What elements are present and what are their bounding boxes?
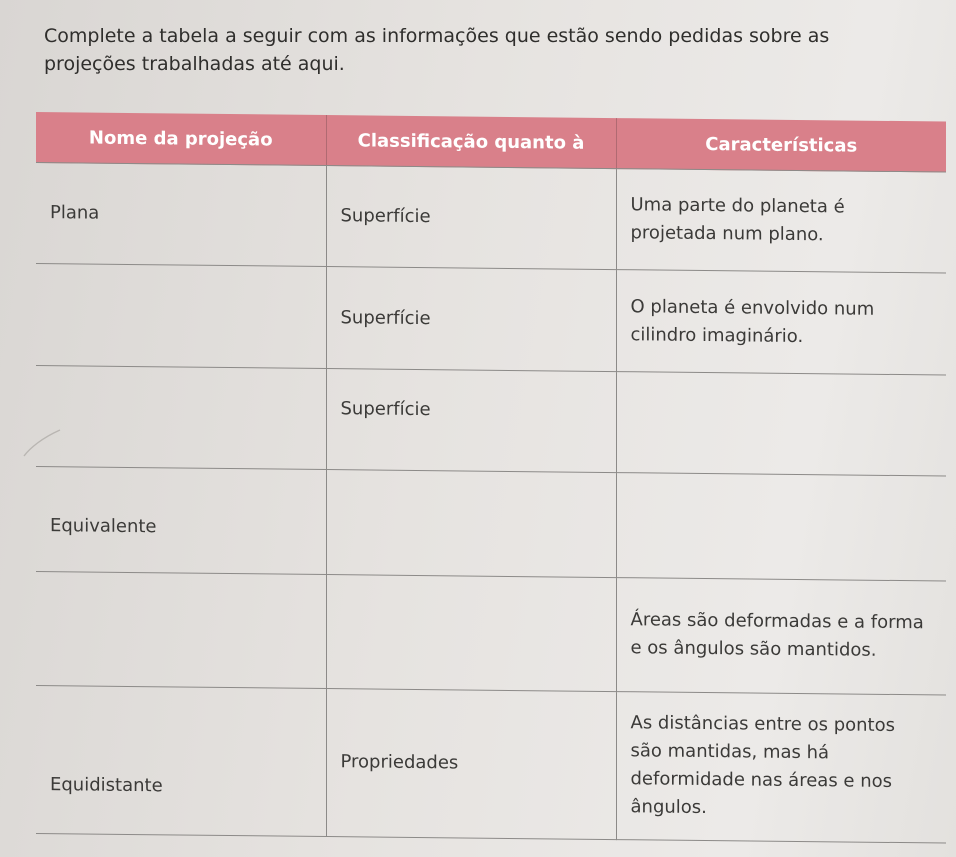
cell-name[interactable]: Equidistante: [36, 685, 326, 836]
cell-classification[interactable]: Superfície: [326, 267, 616, 371]
table-row: [36, 572, 946, 695]
instructions-text: Complete a tabela a seguir com as informações que estão sendo pedidas sobre as projeções trabalhadas até aqui.: [44, 25, 830, 75]
cell-classification[interactable]: Superfície: [326, 166, 616, 270]
cell-name[interactable]: Plana: [36, 163, 326, 267]
table-row: [36, 163, 946, 274]
table-row: [36, 467, 946, 581]
projection-table: [36, 112, 946, 844]
cell-classification[interactable]: [326, 470, 616, 578]
table-row: [36, 365, 946, 476]
cell-name[interactable]: [36, 572, 326, 689]
cell-classification[interactable]: Propriedades: [326, 688, 616, 839]
cell-characteristics[interactable]: [616, 473, 946, 581]
cell-name[interactable]: Equivalente: [36, 467, 326, 575]
table-row: [36, 264, 946, 375]
table-row: [36, 685, 946, 843]
cell-characteristics[interactable]: Áreas são deformadas e a forma e os ângulos são mantidos.: [616, 578, 946, 695]
cell-characteristics[interactable]: O planeta é envolvido num cilindro imaginário.: [616, 270, 946, 375]
pencil-mark-icon: [20, 420, 80, 460]
cell-classification[interactable]: [326, 575, 616, 692]
header-projection-name: Nome da projeção: [36, 112, 326, 166]
cell-characteristics[interactable]: As distâncias entre os pontos são mantidas, mas há deformidade nas áreas e nos ângulos.: [616, 691, 946, 843]
projection-table-sheet: [36, 112, 946, 844]
cell-characteristics[interactable]: [616, 371, 946, 476]
cell-classification[interactable]: Superfície: [326, 368, 616, 472]
header-classification: Classificação quanto à: [326, 115, 616, 169]
header-characteristics: Características: [616, 118, 946, 172]
cell-name[interactable]: [36, 264, 326, 368]
cell-characteristics[interactable]: Uma parte do planeta é projetada num plano.: [616, 169, 946, 274]
